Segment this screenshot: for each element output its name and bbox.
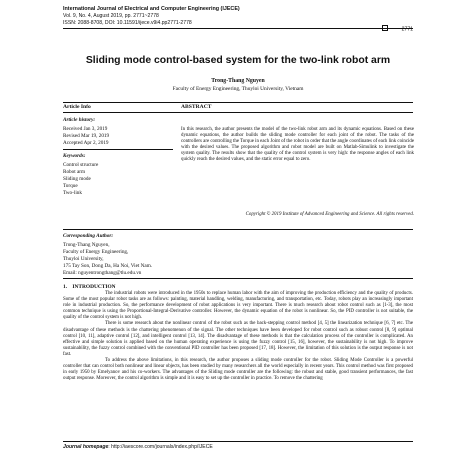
journal-header bbox=[63, 6, 413, 33]
paper-title: Sliding mode control-based system for the two-link robot arm bbox=[85, 55, 391, 66]
keyword-item: Control structure bbox=[63, 162, 99, 168]
footer-rule bbox=[63, 441, 413, 442]
keyword-item: Two-link bbox=[63, 190, 82, 196]
page-number: 2771 bbox=[382, 25, 413, 33]
history-heading: Article history: bbox=[63, 117, 96, 123]
corresponding-line: Faculty of Energy Engineering, bbox=[63, 249, 129, 255]
corresponding-bottom-rule bbox=[63, 278, 413, 279]
footer-label: Journal homepage bbox=[63, 444, 109, 450]
keyword-item: Sliding mode bbox=[63, 176, 91, 182]
corresponding-top-rule bbox=[63, 229, 413, 230]
corresponding-email: Email: nguyentrongthang@tlu.edu.vn bbox=[63, 270, 142, 276]
corresponding-heading: Corresponding Author: bbox=[63, 233, 114, 239]
abstract-heading: ABSTRACT bbox=[181, 104, 212, 110]
paper-affiliation: Faculty of Energy Engineering, Thuyloi University, Vietnam bbox=[172, 86, 304, 92]
keyword-item: Torque bbox=[63, 183, 78, 189]
history-rule bbox=[63, 149, 173, 150]
info-bottom-rule bbox=[63, 112, 413, 113]
journal-volume: Vol. 9, No. 4, August 2019, pp. 2771~2778 bbox=[63, 13, 159, 19]
journal-issn: ISSN: 2088-8708, DOI: 10.11591/ijece.v9i4.pp2771-2778 bbox=[63, 19, 192, 26]
journal-name: International Journal of Electrical and Computer Engineering (IJECE) bbox=[63, 6, 240, 12]
footer-url-link[interactable]: http://iaescore.com/journals/index.php/IJECE bbox=[111, 444, 213, 450]
introduction-paragraph: To address the above limitations, in this research, the author proposes a sliding mode controller for the robot. Sliding Mode Controller is a powerful controller that can control both nonlinear and linear objects, has been studied by many researchers all the world especially in recent years. This control method was first proposed in early 1950 by Emelyanov and his co-workers. The advantages of the Sliding mode controller are the following: the robust and stable, good transient performances, the fast output response. Moreover, the control algorithm is simple and it is easy to set up the controller in practice. To remove the chattering bbox=[63, 358, 413, 382]
history-received: Received Jan 3, 2019 bbox=[63, 126, 108, 132]
corresponding-line: Thuyloi University, bbox=[63, 256, 104, 262]
article-info-heading: Article Info bbox=[63, 104, 91, 110]
introduction-heading: 1. INTRODUCTION bbox=[63, 284, 116, 290]
introduction-body bbox=[63, 291, 413, 382]
introduction-paragraph: The industrial robots were introduced in the 1950s to replace human labor with the aim of improving the production efficiency and the quality of products. Some of the most popular robot tasks are as follows: painting, material handling, welding, manufacturing, and transportation, etc. Today, robots play an increasingly important role in industrial production. So, the performance development of robot applications is very important. There is much research about robot control such as [1-3], the most common technique is using the Proportional-Integral-Derivative controller. However, the dynamic equation of the robot is nonlinear. So, the PID controller is not suitable, the quality of the control system is not high. bbox=[63, 291, 413, 321]
header-rule bbox=[63, 28, 413, 29]
abstract-text: In this research, the author presents the model of the two-link robot arm and its dynamic equations. Based on these dynamic equations, the author builds the sliding mode controller for each joint of the robot. The tasks of the controllers are controlling the Torque in each Joint of the robot in order that the angle coordinates of each link coincide with the desired values. The proposed algorithm and robot model are built on Matlab-Simulink to investigate the system quality. The results show that the quality of the control system is very high: the response angles of each link quickly reach the desired values, and the static error equal to zero. bbox=[181, 127, 414, 163]
keywords-heading: Keywords: bbox=[63, 153, 86, 159]
journal-footer: Journal homepage: http://iaescore.com/journals/index.php/IJECE bbox=[63, 444, 213, 450]
paper-author: Trong-Thang Nguyen bbox=[211, 78, 265, 84]
info-top-rule bbox=[63, 102, 413, 103]
history-accepted: Accepted Apr 2, 2019 bbox=[63, 140, 109, 146]
keyword-item: Robot arm bbox=[63, 169, 86, 175]
corresponding-line: 175 Tay Son, Dong Da, Ha Noi, Viet Nam. bbox=[63, 263, 153, 269]
introduction-paragraph: There is some research about the nonlinear control of the robot such as the back-stepping control method [4, 5] the linearization technique [6, 7] etc. The disadvantage of these methods is the chattering phenomenon of the signal. The other techniques have been developed for robot control such as robust control [8, 9] optimal control [10, 11], adaptive control [12], and intelligent control [13, 14]. The disadvantage of these methods is that the calculation process of the controller is complicated. An effective and simple solution is applied based on the human operating experience is using the fuzzy control [15, 16], however, the sustainability is not high. To improve sustainability, the fuzzy control combined with the conventional PID controller has been proposed [17, 18]. However, the limitation of this solution is the output response is not fast. bbox=[63, 321, 413, 357]
copyright-note: Copyright © 2019 Institute of Advanced Engineering and Science. All rights reserved. bbox=[245, 212, 414, 217]
corresponding-line: Trong-Thang Nguyen, bbox=[63, 242, 110, 248]
history-revised: Revised Mar 19, 2019 bbox=[63, 133, 110, 139]
